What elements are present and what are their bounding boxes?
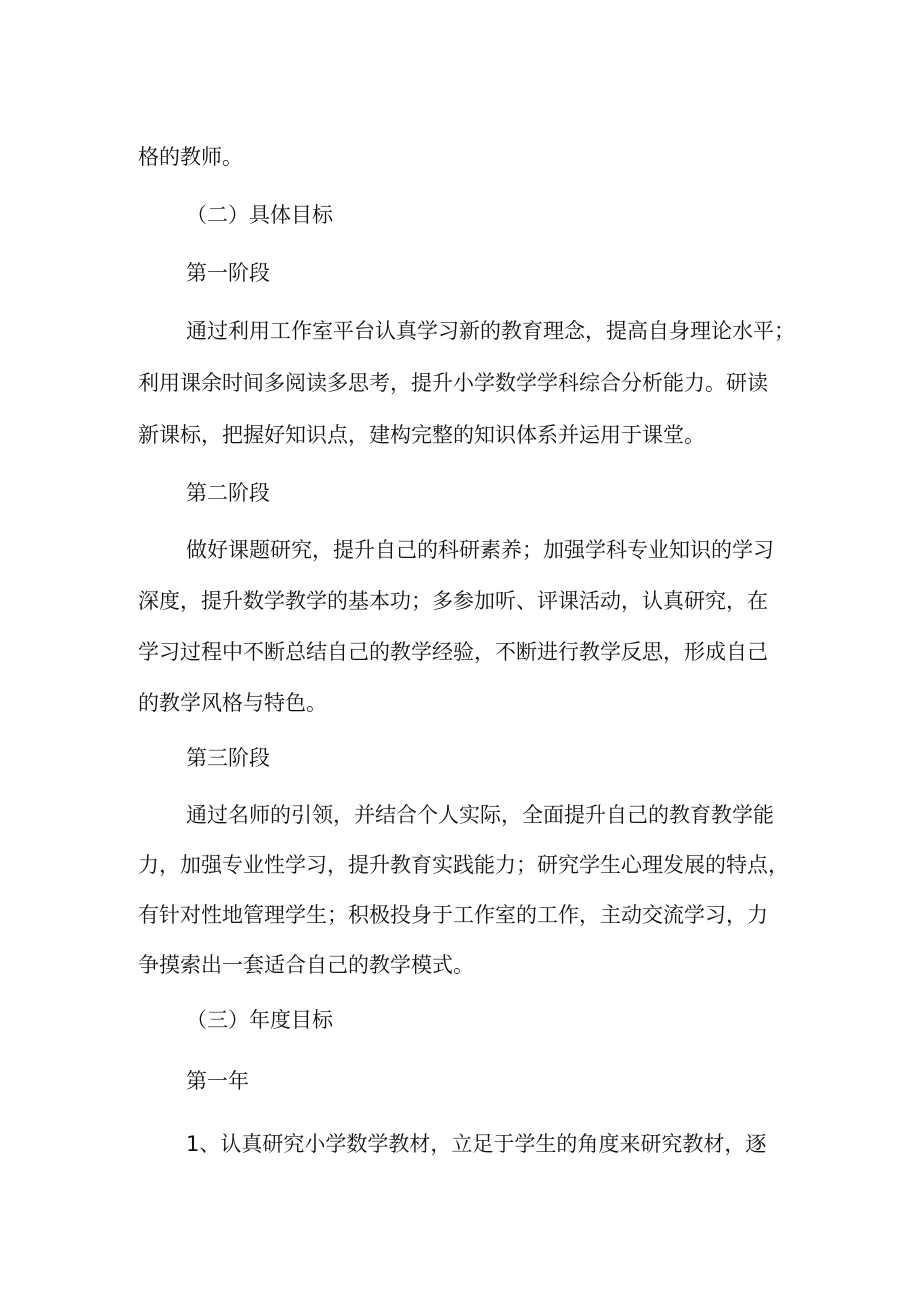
stage-heading: 第三阶段 xyxy=(186,746,270,770)
stage-heading: 第二阶段 xyxy=(186,481,270,505)
paragraph-line: 有针对性地管理学生；积极投身于工作室的工作，主动交流学习，力 xyxy=(138,903,768,927)
paragraph-line: 的教学风格与特色。 xyxy=(138,691,327,715)
paragraph-line: 新课标，把握好知识点，建构完整的知识体系并运用于课堂。 xyxy=(138,423,705,447)
paragraph-line: 通过利用工作室平台认真学习新的教育理念，提高自身理论水平； xyxy=(186,319,795,343)
paragraph-line: 学习过程中不断总结自己的教学经验，不断进行教学反思，形成自己 xyxy=(138,640,768,664)
paragraph-line: 利用课余时间多阅读多思考，提升小学数学学科综合分析能力。研读 xyxy=(138,371,768,395)
paragraph-line: 格的教师。 xyxy=(138,145,243,169)
paragraph-line: 通过名师的引领，并结合个人实际，全面提升自己的教育教学能 xyxy=(186,803,774,827)
paragraph-line: 1、认真研究小学数学教材，立足于学生的角度来研究教材，逐 xyxy=(186,1132,767,1156)
paragraph-line: 力，加强专业性学习，提升教育实践能力；研究学生心理发展的特点， xyxy=(138,853,789,877)
section-heading: （二）具体目标 xyxy=(186,203,333,227)
paragraph-line: 争摸索出一套适合自己的教学模式。 xyxy=(138,953,474,977)
paragraph-line: 深度，提升数学教学的基本功；多参加听、评课活动，认真研究，在 xyxy=(138,589,768,613)
section-heading: （三）年度目标 xyxy=(186,1008,333,1032)
stage-heading: 第一阶段 xyxy=(186,261,270,285)
paragraph-line: 做好课题研究，提升自己的科研素养；加强学科专业知识的学习 xyxy=(186,538,774,562)
year-heading: 第一年 xyxy=(186,1069,249,1093)
